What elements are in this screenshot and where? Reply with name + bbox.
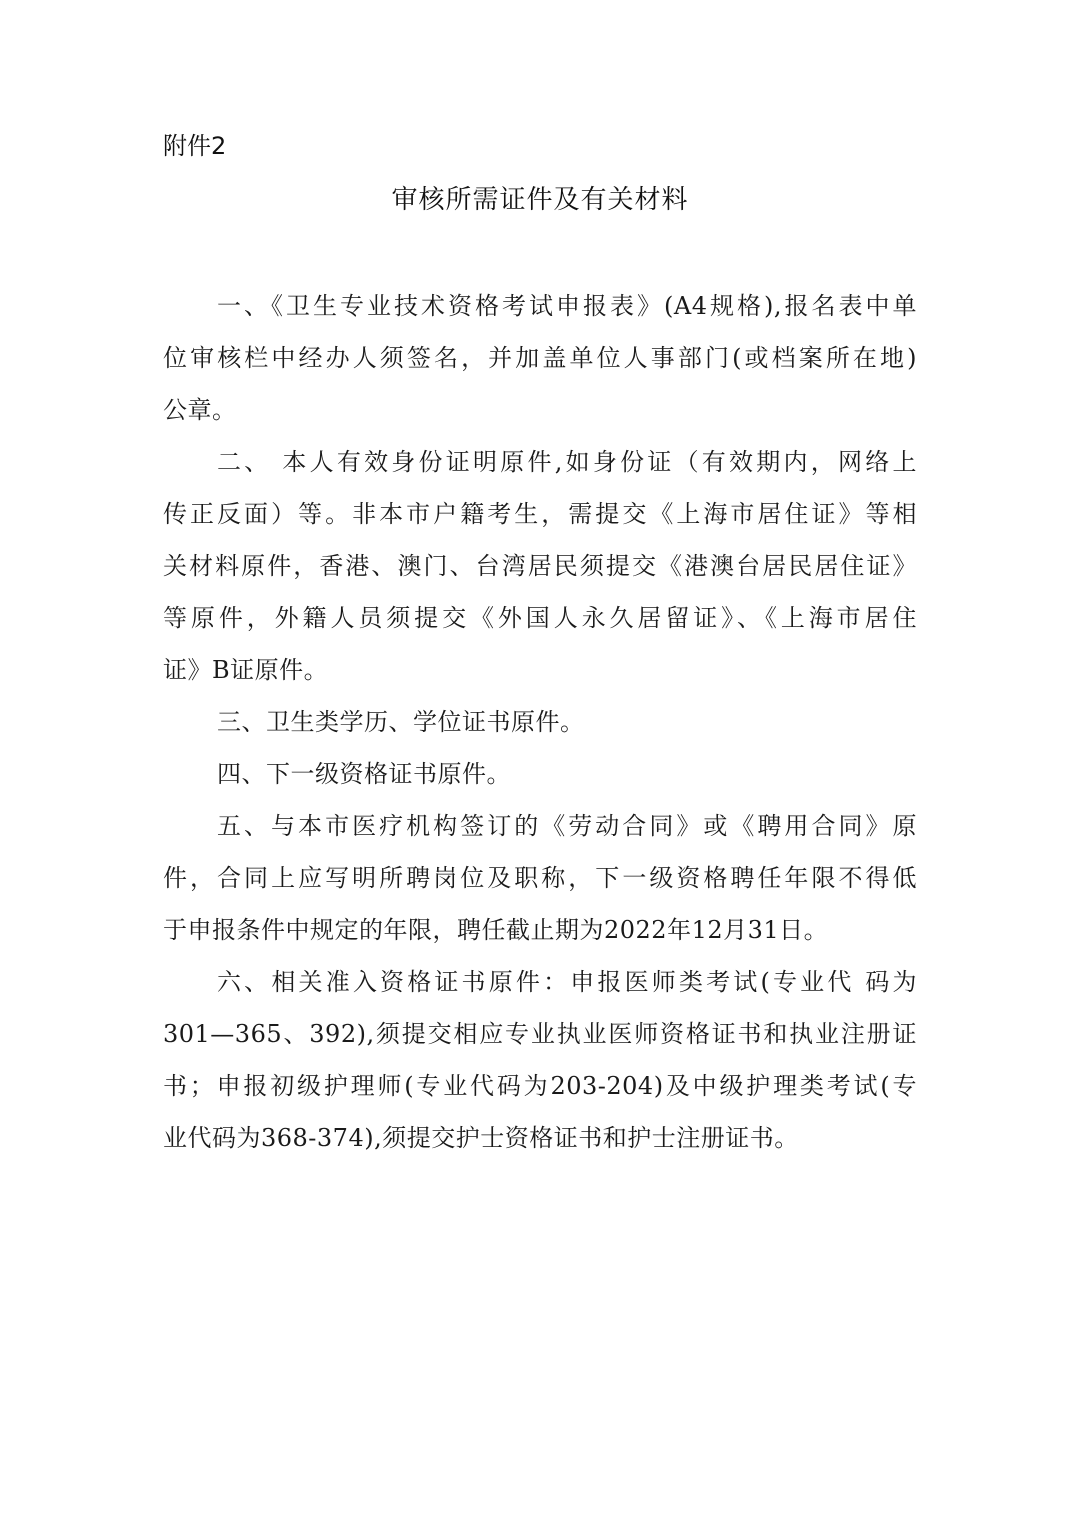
paragraph-line: 关材料原件，香港、澳门、台湾居民须提交《港澳台居民居住证》 [163,552,917,580]
document-body [163,286,917,1170]
paragraph-line: 证》B证原件。 [163,656,329,684]
paragraph-line: 书；申报初级护理师(专业代码为203-204)及中级护理类考试(专 [163,1072,917,1100]
paragraph-1 [163,286,917,442]
paragraph-2 [163,442,917,702]
paragraph-line: 件，合同上应写明所聘岗位及职称，下一级资格聘任年限不得低 [163,864,917,892]
paragraph-line: 二、 本人有效身份证明原件,如身份证（有效期内，网络上 [217,448,917,476]
attachment-label: 附件2 [163,132,227,160]
paragraph-line: 一、《卫生专业技术资格考试申报表》(A4规格),报名表中单 [217,292,917,320]
paragraph-line: 等原件，外籍人员须提交《外国人永久居留证》、《上海市居住 [163,604,917,632]
paragraph-line: 五、与本市医疗机构签订的《劳动合同》或《聘用合同》原 [217,812,917,840]
paragraph-5 [163,806,917,962]
paragraph-line: 于申报条件中规定的年限，聘任截止期为2022年12月31日。 [163,916,829,944]
paragraph-line: 四、下一级资格证书原件。 [217,760,511,788]
paragraph-line: 三、卫生类学历、学位证书原件。 [217,708,585,736]
paragraph-4 [163,754,917,806]
paragraph-6 [163,962,917,1170]
paragraph-line: 位审核栏中经办人须签名，并加盖单位人事部门(或档案所在地) [163,344,917,372]
paragraph-line: 公章。 [163,396,237,424]
paragraph-line: 业代码为368-374),须提交护士资格证书和护士注册证书。 [163,1124,799,1152]
document-title: 审核所需证件及有关材料 [391,185,689,215]
paragraph-line: 301—365、392),须提交相应专业执业医师资格证书和执业注册证 [163,1020,917,1048]
paragraph-line: 传正反面）等。非本市户籍考生，需提交《上海市居住证》等相 [163,500,917,528]
paragraph-line: 六、相关准入资格证书原件：申报医师类考试(专业代 码为 [217,968,917,996]
paragraph-3 [163,702,917,754]
